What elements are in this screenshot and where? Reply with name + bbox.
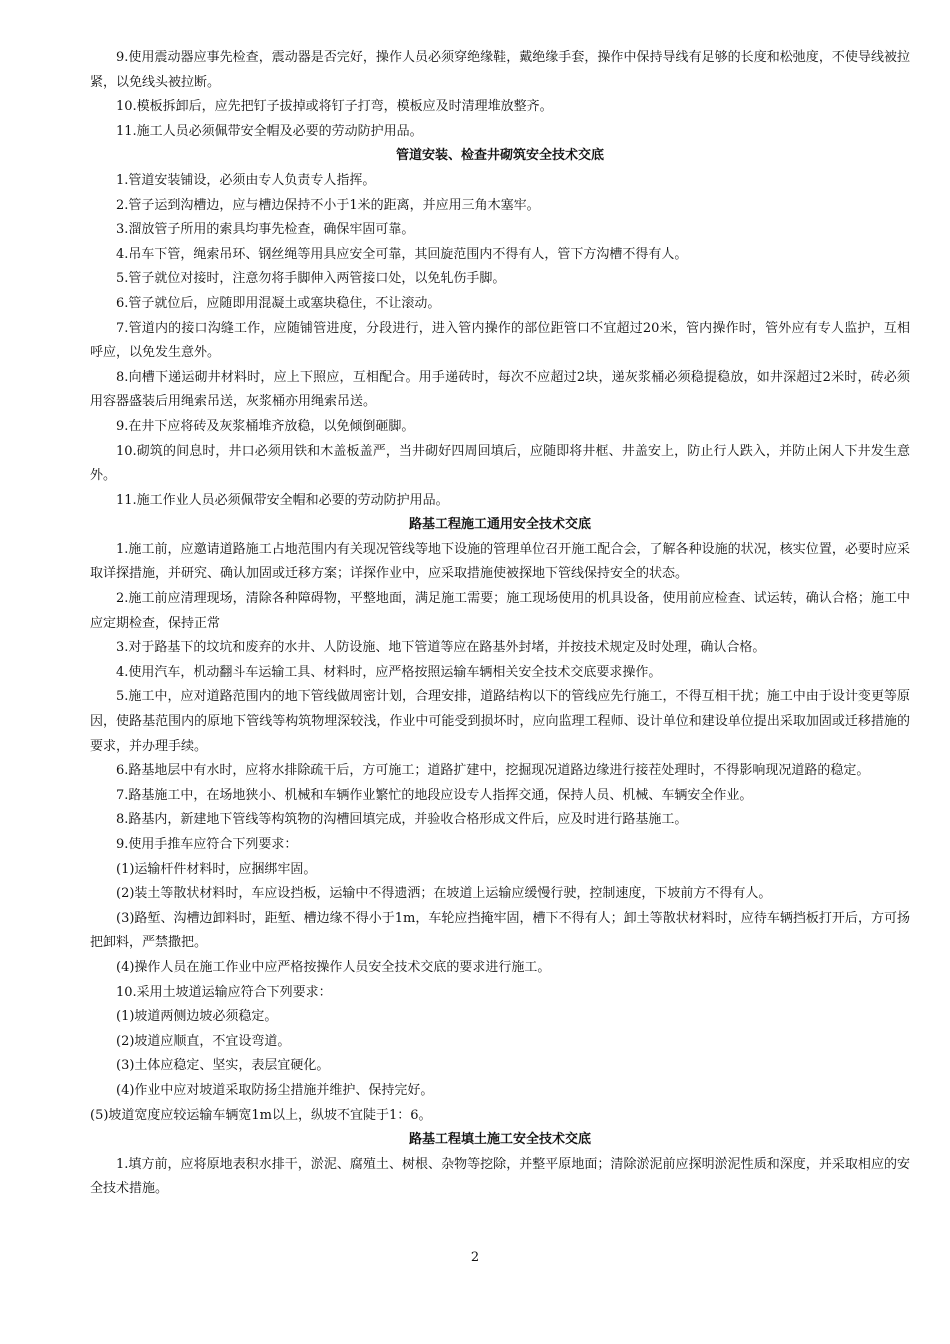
- paragraph: (2)装土等散状材料时，车应设挡板，运输中不得遗洒；在坡道上运输应缓慢行驶，控制速度，下坡前方不得有人。: [116, 886, 772, 902]
- paragraph: (1)坡道两侧边坡必须稳定。: [116, 1009, 278, 1025]
- paragraph: 9.使用手推车应符合下列要求：: [116, 837, 298, 852]
- section-heading: 路基工程填土施工安全技术交底: [408, 1132, 591, 1148]
- paragraph: 2.施工前应清理现场，清除各种障碍物，平整地面，满足施工需要；施工现场使用的机具设备，使用前应检查、试运转，确认合格；施工中应定期检查，保持正常: [90, 591, 910, 631]
- paragraph: (5)坡道宽度应较运输车辆宽1m以上，纵坡不宜陡于1：6。: [90, 1107, 432, 1123]
- document-body: [90, 46, 910, 1202]
- paragraph: 7.管道内的接口沟缝工作，应随铺管进度，分段进行，进入管内操作的部位距管口不宜超过20米，管内操作时，管外应有专人监护，互相呼应，以免发生意外。: [90, 320, 910, 361]
- paragraph: (4)作业中应对坡道采取防扬尘措施并维护、保持完好。: [116, 1082, 434, 1098]
- page-number: 2: [470, 1250, 480, 1265]
- paragraph: 1.施工前，应邀请道路施工占地范围内有关现况管线等地下设施的管理单位召开施工配合会，了解各种设施的状况，核实位置，必要时应采取详探措施，并研究、确认加固或迁移方案；详探作业中，应采取措施使被探地下管线保持安全的状态。: [90, 541, 910, 582]
- paragraph: 10.砌筑的间息时，井口必须用铁和木盖板盖严，当井砌好四周回填后，应随即将井框、井盖安上，防止行人跌入，并防止闲人下井发生意外。: [90, 443, 910, 484]
- paragraph: 4.吊车下管，绳索吊环、钢丝绳等用具应安全可靠，其回旋范围内不得有人，管下方沟槽不得有人。: [116, 246, 688, 262]
- paragraph: 10.采用土坡道运输应符合下列要求：: [116, 984, 332, 1000]
- paragraph: (3)土体应稳定、坚实，表层宜硬化。: [116, 1058, 330, 1074]
- paragraph: 3.对于路基下的坟坑和废弃的水井、人防设施、地下管道等应在路基外封堵，并按技术规定及时处理，确认合格。: [116, 640, 766, 656]
- section-heading: 管道安装、检查井砌筑安全技术交底: [395, 148, 604, 164]
- paragraph: 4.使用汽车，机动翻斗车运输工具、材料时，应严格按照运输车辆相关安全技术交底要求操作。: [116, 664, 662, 680]
- paragraph: 5.管子就位对接时，注意勿将手脚伸入两管接口处，以免轧伤手脚。: [116, 271, 506, 287]
- paragraph: 6.路基地层中有水时，应将水排除疏干后，方可施工；道路扩建中，挖掘现况道路边缘进行接茬处理时，不得影响现况道路的稳定。: [116, 763, 870, 779]
- paragraph: 2.管子运到沟槽边，应与槽边保持不小于1米的距离，并应用三角木塞牢。: [116, 197, 540, 213]
- document-page: [90, 46, 910, 1202]
- paragraph: (2)坡道应顺直，不宜设弯道。: [116, 1033, 291, 1049]
- paragraph: 6.管子就位后，应随即用混凝土或塞块稳住，不让滚动。: [116, 295, 441, 311]
- paragraph: (4)操作人员在施工作业中应严格按操作人员安全技术交底的要求进行施工。: [116, 959, 551, 975]
- paragraph: 5.施工中，应对道路范围内的地下管线做周密计划，合理安排，道路结构以下的管线应先行施工，不得互相干扰；施工中由于设计变更等原因，使路基范围内的原地下管线等构筑物埋深较浅，作业中可能受到损坏时，应向监理工程师、设计单位和建设单位提出采取加固或迁移措施的要求，并办理手续。: [90, 689, 910, 754]
- paragraph: 11.施工人员必须佩带安全帽及必要的劳动防护用品。: [116, 123, 423, 139]
- paragraph: 7.路基施工中，在场地狭小、机械和车辆作业繁忙的地段应设专人指挥交通，保持人员、机械、车辆安全作业。: [116, 787, 753, 803]
- paragraph: 1.管道安装铺设，必须由专人负责专人指挥。: [116, 172, 376, 188]
- paragraph: 11.施工作业人员必须佩带安全帽和必要的劳动防护用品。: [116, 492, 449, 508]
- paragraph: (3)路堑、沟槽边卸料时，距堑、槽边缘不得小于1m，车轮应挡掩牢固，槽下不得有人；卸土等散状材料时，应待车辆挡板打开后，方可扬把卸料，严禁撒把。: [90, 910, 910, 951]
- paragraph: 9.使用震动器应事先检查，震动器是否完好，操作人员必须穿绝缘鞋，戴绝缘手套，操作中保持导线有足够的长度和松弛度，不使导线被拉紧，以免线头被拉断。: [90, 50, 910, 90]
- paragraph: 8.路基内，新建地下管线等构筑物的沟槽回填完成，并验收合格形成文件后，应及时进行路基施工。: [116, 812, 688, 828]
- paragraph: 10.模板拆卸后，应先把钉子拔掉或将钉子打弯，模板应及时清理堆放整齐。: [116, 99, 553, 115]
- paragraph: 3.溜放管子所用的索具均事先检查，确保牢固可靠。: [116, 222, 415, 238]
- paragraph: 9.在井下应将砖及灰浆桶堆齐放稳，以免倾倒砸脚。: [116, 418, 415, 434]
- paragraph: 1.填方前，应将原地表积水排干，淤泥、腐殖土、树根、杂物等挖除，并整平原地面；清除淤泥前应探明淤泥性质和深度，并采取相应的安全技术措施。: [90, 1156, 910, 1197]
- section-heading: 路基工程施工通用安全技术交底: [408, 517, 591, 533]
- paragraph: (1)运输杆件材料时，应捆绑牢固。: [116, 861, 317, 877]
- paragraph: 8.向槽下递运砌井材料时，应上下照应，互相配合。用手递砖时，每次不应超过2块，递灰浆桶必须稳提稳放，如井深超过2米时，砖必须用容器盛装后用绳索吊送，灰浆桶亦用绳索吊送。: [90, 369, 910, 410]
